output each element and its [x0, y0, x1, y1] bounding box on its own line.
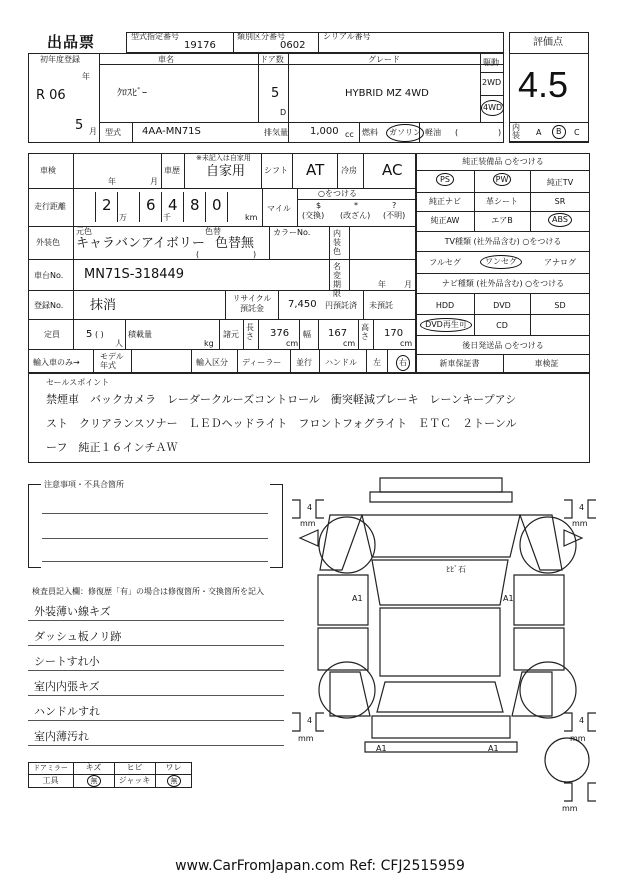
inspector-item-5: ハンドルすれ	[34, 705, 100, 718]
color-no-label: カラーNo.	[273, 228, 311, 237]
header-id-box	[126, 32, 504, 53]
jack-mark: 無	[167, 775, 181, 787]
front-left-fender	[320, 515, 362, 570]
left-door-mark: A1	[352, 594, 363, 603]
tire-rear-right-depth: 4	[579, 716, 585, 725]
windshield	[372, 560, 508, 605]
mileage-digit-1: 2	[102, 196, 112, 214]
tire-front-left-icon	[319, 517, 375, 573]
length-unit: cm	[286, 339, 299, 348]
interior-a: A	[536, 128, 542, 137]
km-unit: km	[245, 213, 258, 222]
tire-front-right-depth: 4	[579, 503, 585, 512]
door-label: ドア数	[260, 55, 284, 64]
equip-aw: 純正AW	[430, 216, 460, 225]
interior-color-label: 内装色	[333, 229, 341, 256]
tire-front-left-depth: 4	[307, 503, 313, 512]
tv-oneseg: ワンセグ	[480, 255, 522, 269]
body-color: キャラバンアイボリー	[76, 236, 205, 251]
equipment-title: 純正装備品 ○をつける	[462, 157, 544, 166]
displacement: 1,000	[310, 126, 339, 137]
diesel-paren-close: )	[498, 128, 502, 137]
navi-cd: CD	[496, 321, 508, 330]
recycle-unit: 円預託済	[325, 301, 357, 310]
meter-unknown-symbol: ?	[392, 201, 397, 210]
inspector-item-6: 室内薄汚れ	[34, 730, 89, 743]
tv-fullseg: フルセグ	[429, 258, 461, 267]
reg-label: 登録No.	[34, 301, 64, 310]
tire-rear-left-depth: 4	[307, 716, 313, 725]
meter-altered-symbol: *	[354, 201, 358, 210]
sales-line-2: スト クリアランスソナー ＬＥＤヘッドライト フロントフォグライト ＥＴＣ ２トーンル	[46, 417, 517, 430]
meter-swapped: (交換)	[302, 211, 325, 220]
inspection-year-unit: 年	[108, 177, 116, 186]
usage: 自家用	[206, 164, 246, 179]
grade: HYBRID MZ 4WD	[345, 88, 429, 99]
model-code: 4AA-MN71S	[142, 126, 201, 137]
inspector-item-3: シートすれ小	[34, 655, 100, 668]
drive-2wd: 2WD	[482, 78, 502, 87]
rear-left-mark: A1	[376, 744, 387, 753]
width-label: 幅	[303, 330, 311, 339]
right-door-mark: A1	[503, 594, 514, 603]
namechange-label: 名変期限	[333, 262, 341, 298]
fuel-gasoline: ガソリン	[386, 124, 424, 142]
diesel-label: 軽油	[425, 128, 441, 137]
mileage-digit-5: 0	[212, 196, 222, 214]
usage-label: 車歴	[164, 166, 180, 175]
color-change-label: 色替	[205, 227, 221, 236]
interior-c: C	[574, 128, 580, 137]
left-mirror-icon	[300, 530, 318, 546]
equip-pw: PW	[493, 173, 511, 186]
chassis-no: MN71S-318449	[84, 267, 185, 282]
ac-label: 冷房	[341, 166, 357, 175]
capacity-paren: ( )	[95, 330, 104, 339]
color-label: 外装色	[36, 238, 60, 247]
mileage-digit-3: 4	[168, 196, 178, 214]
capacity-unit: 人	[115, 339, 123, 348]
navi-hdd: HDD	[435, 301, 455, 310]
door-type: D	[280, 108, 287, 117]
inspector-label: 検査員記入欄：修復歴「有」の場合は修復箇所・交換箇所を記入	[32, 587, 264, 596]
meter-note: ○をつける	[318, 189, 357, 198]
rear-left-door	[318, 628, 368, 670]
spare-tire-unit: mm	[562, 804, 578, 813]
rear-window	[377, 682, 503, 712]
tire-front-right-icon	[520, 517, 576, 573]
later-title: 後日発送品 ○をつける	[462, 341, 544, 350]
month-label: 月	[89, 127, 97, 136]
color-paren-close: )	[253, 250, 257, 259]
equip-airbag: エアB	[491, 216, 513, 225]
meter-altered: (改ざん)	[340, 211, 371, 220]
later-inspection-cert: 車検証	[534, 359, 559, 368]
height-unit: cm	[400, 339, 413, 348]
handle-right: 右	[396, 355, 410, 371]
model-label: 車名	[158, 55, 174, 64]
recycle-label: リサイクル預託金	[232, 294, 272, 313]
shift-label: シフト	[264, 166, 288, 175]
right-mirror-icon	[564, 530, 582, 546]
type-no: 19176	[184, 40, 216, 51]
serial-label: シリアル番号	[323, 32, 371, 41]
width-unit: cm	[343, 339, 356, 348]
displacement-label: 排気量	[264, 128, 288, 137]
usage-note: ※未記入は自家用	[196, 154, 251, 162]
score-label: 評価点	[533, 37, 563, 48]
grade-label: グレード	[368, 55, 400, 64]
drive-label: 駆動	[483, 58, 499, 67]
fuel-label: 燃料	[362, 128, 378, 137]
diesel-paren-open: (	[455, 128, 459, 137]
later-warranty: 新車保証書	[439, 359, 480, 368]
tire-rear-right-unit: mm	[570, 734, 586, 743]
rear-right-mark: A1	[488, 744, 499, 753]
tire-rear-left-icon	[319, 662, 375, 718]
capacity: 5	[86, 329, 93, 340]
type-no-label: 型式指定番号	[131, 32, 179, 41]
dim-label: 諸元	[223, 330, 239, 339]
equip-sr: SR	[554, 197, 566, 206]
windshield-mark: ﾋﾋﾞ石	[446, 565, 466, 574]
sales-line-3: ーフ 純正１６インチＡＷ	[46, 441, 178, 454]
tire-rear-left-unit: mm	[298, 734, 314, 743]
year-label: 年	[82, 72, 90, 81]
parallel-option: 並行	[296, 358, 312, 367]
front-bumper	[370, 492, 512, 502]
meter-swap-symbol: $	[316, 201, 322, 210]
height: 170	[384, 328, 404, 339]
tire-front-left-unit: mm	[300, 519, 316, 528]
navi-dvd: DVD	[493, 301, 511, 310]
navi-title: ナビ種類 (社外品含む) ○をつける	[441, 279, 565, 288]
reg-value: 抹消	[90, 298, 117, 313]
interior-label: 内装	[512, 123, 520, 140]
front-grille	[380, 478, 502, 492]
inspector-item-2: ダッシュ板ノリ跡	[34, 630, 122, 643]
color-paren-open: (	[196, 250, 200, 259]
mileage-digit-4: 8	[190, 196, 200, 214]
category-no: 0602	[280, 40, 306, 51]
meter-unknown: (不明)	[383, 211, 406, 220]
tire-rear-right-icon	[520, 662, 576, 718]
first-reg-year: R 06	[36, 88, 66, 103]
capacity-label: 定員	[44, 330, 60, 339]
dealer-option: ディーラー	[242, 358, 282, 367]
first-reg-month: 5	[75, 118, 84, 133]
height-label: 高さ	[361, 323, 369, 341]
inspector-item-4: 室内内張キズ	[34, 680, 100, 693]
sales-line-1: 禁煙車 バックカメラ レーダークルーズコントロール 衝突軽減ブレーキ レーンキープアシ	[46, 393, 517, 406]
unpaid-label: 未預託	[369, 301, 393, 310]
navi-sd: SD	[554, 301, 566, 310]
sheet-title: 出品票	[47, 33, 96, 51]
first-reg-label: 初年度登録	[40, 55, 80, 64]
chassis-label: 車台No.	[34, 271, 64, 280]
legend-scratch: キズ	[85, 763, 102, 772]
front-right-fender	[520, 515, 562, 570]
equip-abs: ABS	[548, 213, 572, 227]
spare-tire-icon	[545, 738, 589, 782]
equip-leather: 革シート	[486, 197, 518, 206]
mile-label: マイル	[267, 204, 291, 213]
load-label: 積載量	[128, 330, 152, 339]
model-name: ｸﾛｽﾋﾞｰ	[117, 88, 147, 99]
legend-mirror: ドアミラー	[33, 764, 68, 772]
namechange-year-unit: 年	[378, 280, 386, 289]
model-year-label: モデル年式	[100, 352, 124, 370]
handle-label: ハンドル	[325, 358, 357, 367]
mileage-man: 万	[119, 213, 127, 222]
mileage-label: 走行距離	[34, 202, 66, 211]
rear-left-quarter	[330, 672, 370, 716]
cc-unit: cc	[345, 130, 354, 139]
load-unit: kg	[204, 339, 214, 348]
inspection-month-unit: 月	[150, 177, 158, 186]
model-code-label: 型式	[105, 128, 121, 137]
tv-title: TV種類 (社外品含む) ○をつける	[444, 237, 562, 246]
tools-mark: 無	[87, 775, 101, 787]
mileage-digit-2: 6	[146, 196, 156, 214]
length: 376	[270, 328, 290, 339]
notes-label: 注意事項・不具合箇所	[44, 480, 124, 489]
width: 167	[328, 328, 348, 339]
sales-label: セールスポイント	[46, 378, 110, 387]
inspector-item-1: 外装薄い線キズ	[34, 605, 111, 618]
ac: AC	[382, 161, 403, 179]
length-label: 長さ	[246, 323, 254, 341]
door-count: 5	[271, 86, 280, 101]
original-color-label: 元色	[76, 227, 92, 236]
tools-label: 工具	[42, 776, 59, 785]
category-label: 類別区分番号	[237, 32, 285, 41]
rear-right-quarter	[512, 672, 552, 716]
tailgate	[372, 716, 510, 738]
legend-crack: ヒビ	[126, 763, 143, 772]
shift: AT	[306, 161, 325, 179]
inspection-label: 車検	[40, 166, 56, 175]
jack-label: ジャッキ	[118, 776, 151, 785]
namechange-month-unit: 月	[404, 280, 412, 289]
equip-ps: PS	[436, 173, 454, 186]
legend-break: ワレ	[165, 763, 182, 772]
tv-analog: アナログ	[544, 258, 576, 267]
mileage-sen: 千	[163, 213, 171, 222]
rear-right-door	[514, 628, 564, 670]
recycle-amount: 7,450	[288, 299, 317, 310]
front-right-door	[514, 575, 564, 625]
hood	[362, 515, 520, 557]
color-change: 色替無	[215, 236, 255, 251]
drive-4wd: 4WD	[481, 100, 504, 116]
import-label: 輸入車のみ→	[33, 358, 80, 367]
equip-navi: 純正ナビ	[429, 197, 461, 206]
import-div-label: 輸入区分	[196, 358, 228, 367]
interior-b: B	[552, 125, 566, 139]
equip-tv: 純正TV	[546, 178, 574, 187]
score-value: 4.5	[518, 64, 569, 105]
navi-dvd-play: DVD再生可	[420, 318, 472, 332]
handle-left: 左	[373, 358, 381, 367]
roof	[380, 608, 500, 676]
tire-front-right-unit: mm	[572, 519, 588, 528]
footer-ref: www.CarFromJapan.com Ref: CFJ2515959	[175, 858, 465, 874]
